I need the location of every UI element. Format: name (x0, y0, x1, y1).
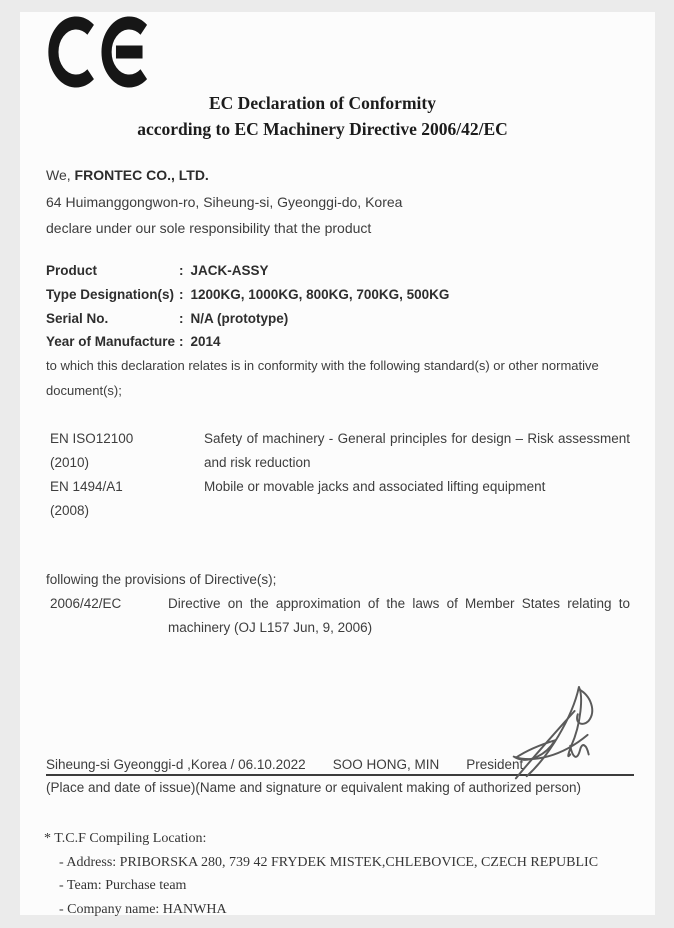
field-row-product (46, 259, 636, 283)
tcf-company: - Company name: HANWHA (59, 901, 227, 917)
field-row-type-designation (46, 283, 636, 307)
place-and-date: Siheung-si Gyeonggi-d ,Korea / 06.10.2022 (46, 757, 306, 772)
we-prefix: We, (46, 167, 71, 183)
title-line-2: according to EC Machinery Directive 2006/42/EC (137, 119, 508, 139)
field-separator: : (179, 263, 184, 278)
standard-description: Safety of machinery - General principles for design – Risk assessment and risk reduction (204, 431, 630, 470)
product-fields (46, 259, 636, 354)
signature-line (46, 757, 634, 776)
standard-code: EN 1494/A1 (50, 479, 123, 494)
standard-code-column (50, 427, 204, 475)
certificate-page (20, 12, 655, 915)
field-separator: : (179, 310, 184, 326)
field-value: JACK-ASSY (190, 263, 269, 278)
directive-description: Directive on the approximation of the laws of Member States relating to machinery (OJ L157 Jun, 9, 2006) (168, 596, 630, 635)
field-value: N/A (prototype) (190, 310, 289, 326)
field-label: Product (46, 263, 98, 278)
declaration-statement: declare under our sole responsibility that the product (46, 220, 372, 236)
standard-year: (2010) (50, 455, 90, 470)
tcf-heading: * T.C.F Compiling Location: (44, 831, 207, 846)
standard-year: (2008) (50, 503, 90, 518)
tcf-address: - Address: PRIBORSKA 280, 739 42 FRYDEK MISTEK,CHLEBOVICE, CZECH REPUBLIC (59, 854, 599, 870)
standard-row (50, 427, 650, 475)
title-line-1: EC Declaration of Conformity (209, 93, 436, 113)
field-row-year (46, 330, 636, 354)
document-title (20, 90, 655, 142)
field-label: Serial No. (46, 310, 109, 326)
directive-row (50, 592, 650, 640)
tcf-team: - Team: Purchase team (59, 878, 187, 894)
provisions-heading: following the provisions of Directive(s); (46, 572, 277, 587)
tcf-section (44, 827, 644, 921)
standard-code: EN ISO12100 (50, 431, 134, 446)
directives-table (50, 592, 650, 640)
field-value: 2014 (190, 334, 221, 350)
standard-description: Mobile or movable jacks and associated lifting equipment (204, 479, 546, 494)
signature-caption: (Place and date of issue)(Name and signature or equivalent making of authorized person) (46, 780, 582, 795)
company-name: FRONTEC CO., LTD. (74, 167, 209, 183)
field-label: Year of Manufacture (46, 334, 176, 350)
field-value: 1200KG, 1000KG, 800KG, 700KG, 500KG (190, 286, 450, 302)
standard-code-column (50, 475, 204, 523)
signer-name: SOO HONG, MIN (332, 757, 440, 772)
directive-code: 2006/42/EC (50, 596, 122, 611)
company-address: 64 Huimanggongwon-ro, Siheung-si, Gyeonggi-do, Korea (46, 193, 403, 210)
standard-row (50, 475, 650, 523)
conformity-statement: to which this declaration relates is in conformity with the following standard(s) or other normative document(s); (46, 358, 599, 398)
signer-title: President (466, 757, 524, 772)
field-separator: : (179, 334, 184, 350)
field-label: Type Designation(s) (46, 286, 175, 302)
issuer-line (46, 162, 626, 189)
ce-mark-icon (48, 16, 148, 88)
issuer-intro (46, 162, 626, 242)
field-separator: : (179, 286, 184, 302)
field-row-serial-no (46, 307, 636, 331)
standards-table (50, 427, 650, 523)
